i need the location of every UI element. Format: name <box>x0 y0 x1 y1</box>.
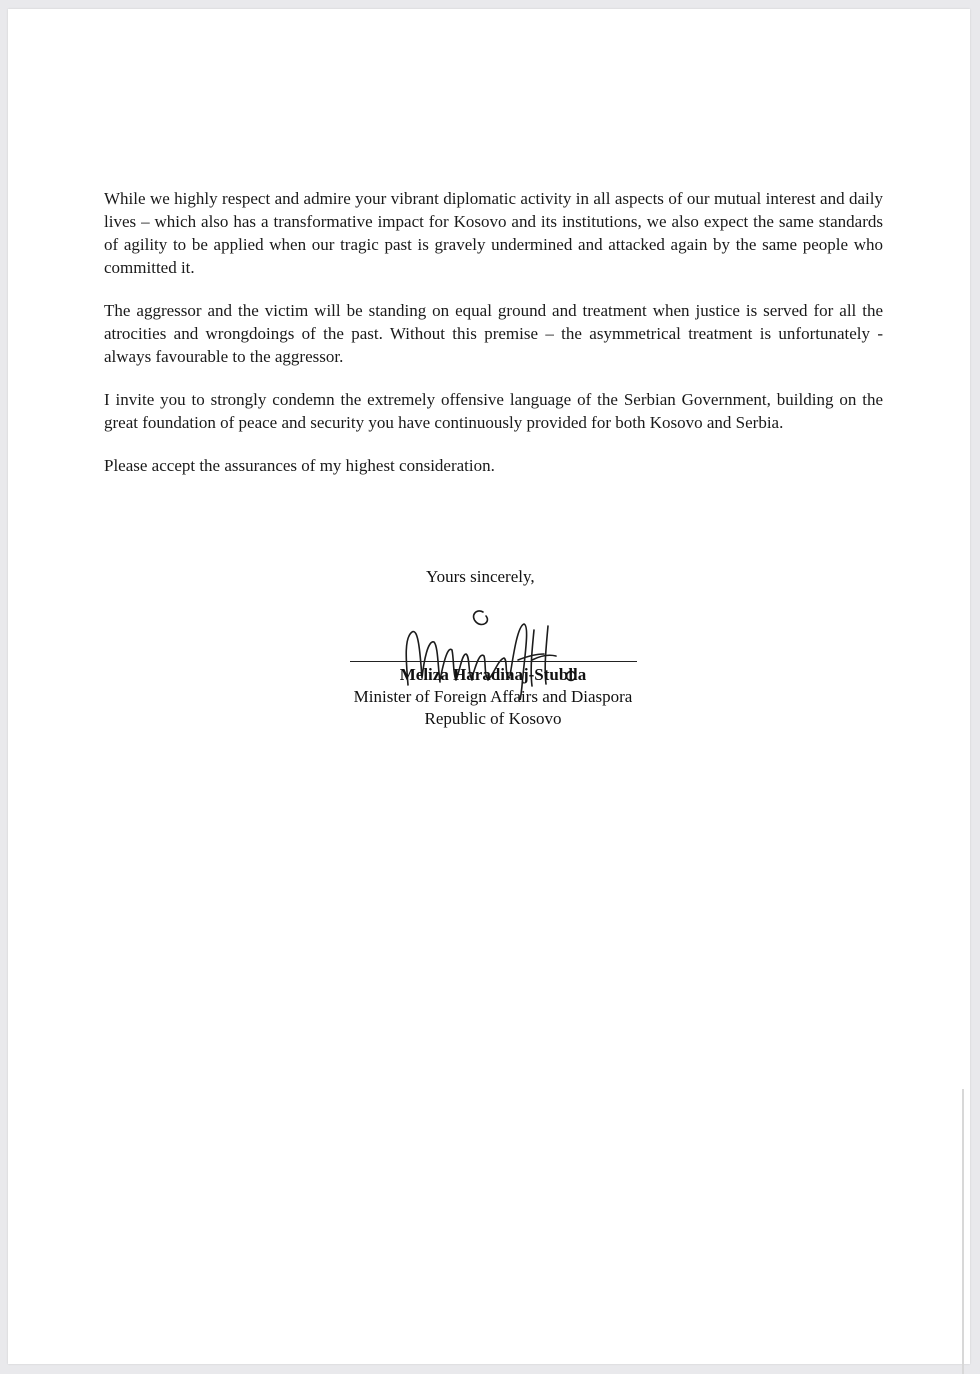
signatory-country: Republic of Kosovo <box>424 709 562 728</box>
letter-page <box>8 9 970 1364</box>
paragraph-diplomatic-activity: While we highly respect and admire your vibrant diplomatic activity in all aspects of our mutual interest and daily lives – which also has a transformative impact for Kosovo and its institutions, we also expect the same standards of agility to be applied when our tragic past is gravely undermined and attacked again by the same people who committed it. <box>104 189 883 277</box>
page-edge-shadow <box>962 1089 964 1374</box>
closing-salutation: Yours sincerely, <box>426 567 535 586</box>
signatory-name: Meliza Haradinaj-Stublla <box>399 665 587 684</box>
paragraph-assurances: Please accept the assurances of my highest consideration. <box>104 456 495 475</box>
paragraph-condemn-request: I invite you to strongly condemn the extremely offensive language of the Serbian Government, building on the great foundation of peace and security you have continuously provided for both Kosovo and Serbia. <box>104 390 883 432</box>
paragraph-aggressor-victim: The aggressor and the victim will be standing on equal ground and treatment when justice is served for all the atrocities and wrongdoings of the past. Without this premise – the asymmetrical treatment is unfortunately - always favourable to the aggressor. <box>104 301 883 366</box>
letter-body <box>104 187 883 497</box>
signature-line <box>350 661 637 662</box>
signatory-title: Minister of Foreign Affairs and Diaspora <box>353 687 633 706</box>
